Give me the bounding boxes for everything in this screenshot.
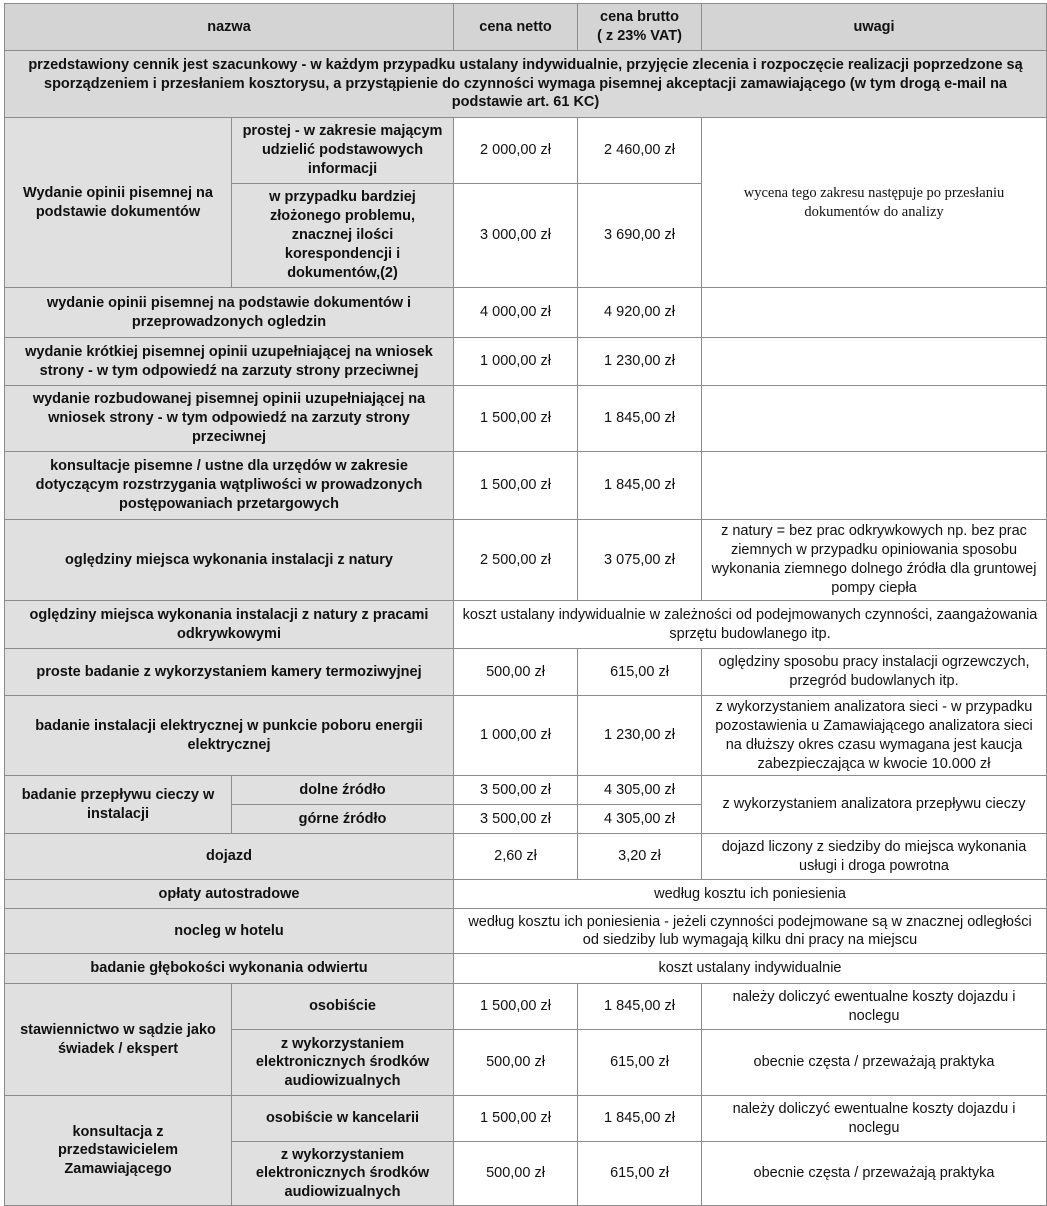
row-label: dojazd bbox=[5, 834, 454, 880]
gross-price: 3 075,00 zł bbox=[578, 520, 702, 601]
gross-price: 1 230,00 zł bbox=[578, 338, 702, 386]
net-price: 1 500,00 zł bbox=[454, 386, 578, 452]
table-row bbox=[5, 649, 1047, 696]
net-price: 1 500,00 zł bbox=[454, 1096, 578, 1142]
table-row bbox=[5, 909, 1047, 954]
note-row bbox=[5, 51, 1047, 118]
row-label: wydanie opinii pisemnej na podstawie dokumentów i przeprowadzonych ogledzin bbox=[5, 288, 454, 338]
remark: z wykorzystaniem analizatora sieci - w przypadku pozostawienia u Zamawiającego analizatora sieci na dłuższy okres czasu wymagana jest kaucja zabezpieczająca w kwocie 10.000 zł bbox=[702, 696, 1047, 776]
subrow-label: prostej - w zakresie mającym udzielić podstawowych informacji bbox=[232, 118, 454, 184]
remark bbox=[702, 288, 1047, 338]
subrow-label: dolne źródło bbox=[232, 776, 454, 805]
row-label: wydanie rozbudowanej pisemnej opinii uzupełniającej na wniosek strony - w tym odpowiedź na zarzuty strony przeciwnej bbox=[5, 386, 454, 452]
table-row bbox=[5, 834, 1047, 880]
net-price: 4 000,00 zł bbox=[454, 288, 578, 338]
table-row bbox=[5, 880, 1047, 909]
header-name: nazwa bbox=[5, 4, 454, 51]
remark: obecnie częsta / przeważają praktyka bbox=[702, 1142, 1047, 1206]
row-label: opłaty autostradowe bbox=[5, 880, 454, 909]
row-label: badanie instalacji elektrycznej w punkcie poboru energii elektrycznej bbox=[5, 696, 454, 776]
subrow-label: z wykorzystaniem elektronicznych środków audiowizualnych bbox=[232, 1030, 454, 1096]
gross-price: 615,00 zł bbox=[578, 649, 702, 696]
subrow-label: górne źródło bbox=[232, 805, 454, 834]
remark: oględziny sposobu pracy instalacji ogrzewczych, przegród budowlanych itp. bbox=[702, 649, 1047, 696]
remark: obecnie częsta / przeważają praktyka bbox=[702, 1030, 1047, 1096]
subrow-label: osobiście bbox=[232, 984, 454, 1030]
gross-price: 615,00 zł bbox=[578, 1030, 702, 1096]
table-row bbox=[5, 696, 1047, 776]
remark: należy doliczyć ewentualne koszty dojazdu i noclegu bbox=[702, 984, 1047, 1030]
subrow-label: w przypadku bardziej złożonego problemu, znacznej ilości korespondencji i dokumentów,(2) bbox=[232, 184, 454, 288]
row-label: proste badanie z wykorzystaniem kamery termoziwyjnej bbox=[5, 649, 454, 696]
remark bbox=[702, 452, 1047, 520]
remark: z natury = bez prac odkrywkowych np. bez prac ziemnych w przypadku opiniowania sposobu wykonania ziemnego dolnego źródła dla gruntowej pompy ciepła bbox=[702, 520, 1047, 601]
table-row bbox=[5, 1096, 1047, 1142]
merged-price-remark: według kosztu ich poniesienia - jeżeli czynności podejmowane są w znacznej odległości od siedziby lub wymagają kilku dni pracy na miejscu bbox=[454, 909, 1047, 954]
pricing-disclaimer: przedstawiony cennik jest szacunkowy - w każdym przypadku ustalany indywidualnie, przyjęcie zlecenia i rozpoczęcie realizacji poprzedzone są sporządzeniem i przesłaniem kosztorysu, a przystąpienie do czynności wymaga pisemnej akceptacji zamawiającego (w tym drogą e-mail na podstawie art. 61 KC) bbox=[5, 51, 1047, 118]
table-row bbox=[5, 288, 1047, 338]
net-price: 1 000,00 zł bbox=[454, 696, 578, 776]
row-label: Wydanie opinii pisemnej na podstawie dokumentów bbox=[5, 118, 232, 288]
subrow-label: z wykorzystaniem elektronicznych środków audiowizualnych bbox=[232, 1142, 454, 1206]
header-net: cena netto bbox=[454, 4, 578, 51]
table-row bbox=[5, 452, 1047, 520]
price-list-table bbox=[4, 3, 1047, 1206]
net-price: 500,00 zł bbox=[454, 1142, 578, 1206]
row-label: stawiennictwo w sądzie jako świadek / ekspert bbox=[5, 984, 232, 1096]
gross-price: 615,00 zł bbox=[578, 1142, 702, 1206]
gross-price: 1 230,00 zł bbox=[578, 696, 702, 776]
gross-price: 1 845,00 zł bbox=[578, 984, 702, 1030]
gross-price: 1 845,00 zł bbox=[578, 452, 702, 520]
header-remarks: uwagi bbox=[702, 4, 1047, 51]
header-row bbox=[5, 4, 1047, 51]
header-gross bbox=[578, 4, 702, 51]
row-label: badanie głębokości wykonania odwiertu bbox=[5, 954, 454, 984]
subrow-label: osobiście w kancelarii bbox=[232, 1096, 454, 1142]
row-label: oględziny miejsca wykonania instalacji z natury bbox=[5, 520, 454, 601]
row-label: nocleg w hotelu bbox=[5, 909, 454, 954]
net-price: 1 500,00 zł bbox=[454, 452, 578, 520]
remark: z wykorzystaniem analizatora przepływu cieczy bbox=[702, 776, 1047, 834]
table-row bbox=[5, 338, 1047, 386]
table-row bbox=[5, 601, 1047, 649]
row-label: wydanie krótkiej pisemnej opinii uzupełniającej na wniosek strony - w tym odpowiedź na zarzuty strony przeciwnej bbox=[5, 338, 454, 386]
table-row bbox=[5, 118, 1047, 184]
net-price: 500,00 zł bbox=[454, 1030, 578, 1096]
merged-price-remark: według kosztu ich poniesienia bbox=[454, 880, 1047, 909]
gross-price: 4 305,00 zł bbox=[578, 776, 702, 805]
header-gross-label: cena brutto bbox=[600, 9, 679, 26]
net-price: 1 000,00 zł bbox=[454, 338, 578, 386]
net-price: 2 500,00 zł bbox=[454, 520, 578, 601]
remark: należy doliczyć ewentualne koszty dojazdu i noclegu bbox=[702, 1096, 1047, 1142]
table-row bbox=[5, 954, 1047, 984]
gross-price: 3 690,00 zł bbox=[578, 184, 702, 288]
remark bbox=[702, 386, 1047, 452]
gross-price: 4 920,00 zł bbox=[578, 288, 702, 338]
table-row bbox=[5, 984, 1047, 1030]
row-label: oględziny miejsca wykonania instalacji z natury z pracami odkrywkowymi bbox=[5, 601, 454, 649]
row-label: badanie przepływu cieczy w instalacji bbox=[5, 776, 232, 834]
row-label: konsultacje pisemne / ustne dla urzędów w zakresie dotyczącym rozstrzygania wątpliwości w prowadzonych postępowaniach przetargowych bbox=[5, 452, 454, 520]
net-price: 2,60 zł bbox=[454, 834, 578, 880]
net-price: 1 500,00 zł bbox=[454, 984, 578, 1030]
header-gross-vat: ( z 23% VAT) bbox=[597, 28, 682, 44]
remark: wycena tego zakresu następuje po przesłaniu dokumentów do analizy bbox=[702, 118, 1047, 288]
net-price: 3 500,00 zł bbox=[454, 805, 578, 834]
gross-price: 2 460,00 zł bbox=[578, 118, 702, 184]
table-row bbox=[5, 386, 1047, 452]
merged-price-remark: koszt ustalany indywidualnie w zależności od podejmowanych czynności, zaangażowania sprzętu budowlanego itp. bbox=[454, 601, 1047, 649]
table-row bbox=[5, 776, 1047, 805]
remark: dojazd liczony z siedziby do miejsca wykonania usługi i droga powrotna bbox=[702, 834, 1047, 880]
gross-price: 3,20 zł bbox=[578, 834, 702, 880]
gross-price: 1 845,00 zł bbox=[578, 1096, 702, 1142]
net-price: 3 500,00 zł bbox=[454, 776, 578, 805]
net-price: 500,00 zł bbox=[454, 649, 578, 696]
table-row bbox=[5, 520, 1047, 601]
gross-price: 4 305,00 zł bbox=[578, 805, 702, 834]
gross-price: 1 845,00 zł bbox=[578, 386, 702, 452]
remark bbox=[702, 338, 1047, 386]
net-price: 2 000,00 zł bbox=[454, 118, 578, 184]
merged-price-remark: koszt ustalany indywidualnie bbox=[454, 954, 1047, 984]
net-price: 3 000,00 zł bbox=[454, 184, 578, 288]
row-label: konsultacja z przedstawicielem Zamawiającego bbox=[5, 1096, 232, 1206]
